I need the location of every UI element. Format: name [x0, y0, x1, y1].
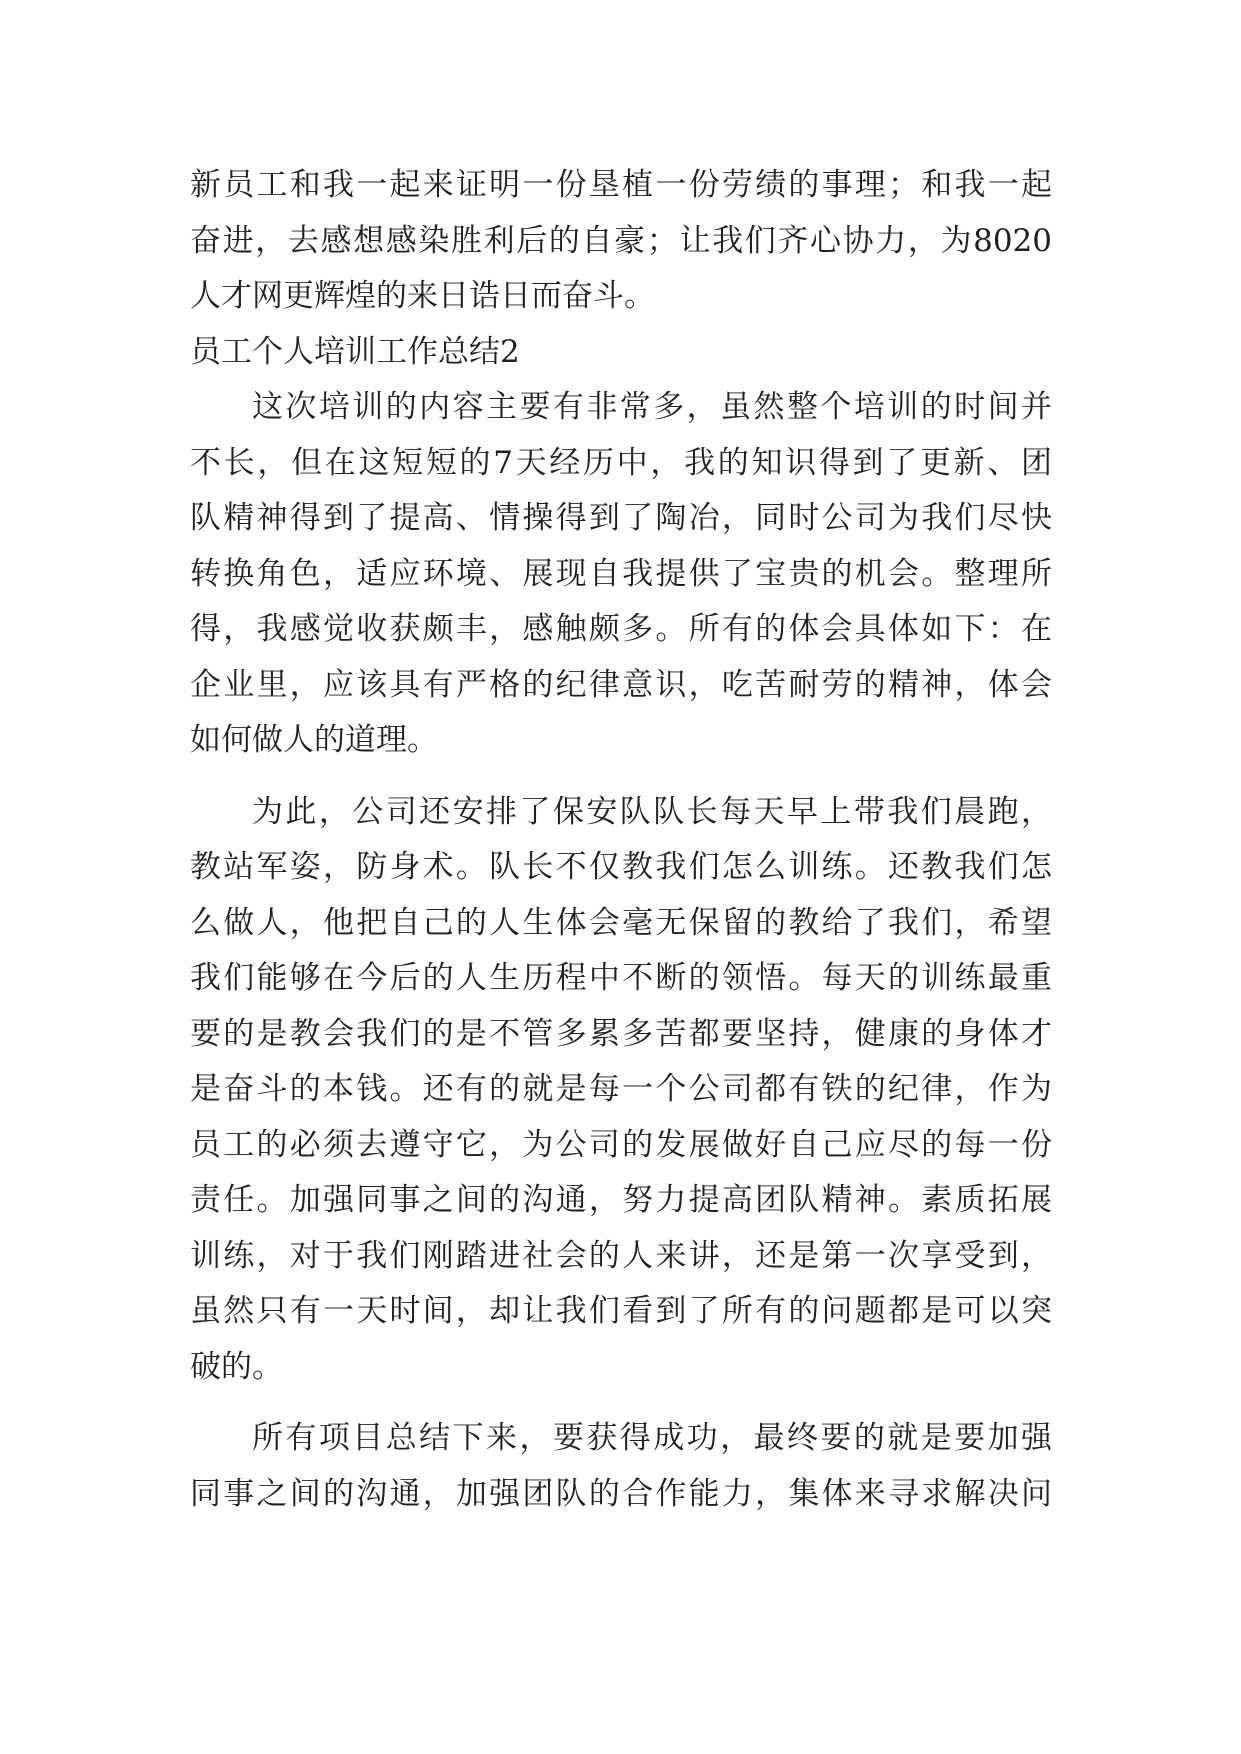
paragraph-2	[190, 785, 1052, 1396]
text-line: 同事之间的沟通，加强团队的合作能力，集体来寻求解决问	[190, 1475, 1052, 1512]
text-line: 转换角色，适应环境、展现自我提供了宝贵的机会。整理所	[190, 555, 1052, 592]
text-line: 企业里，应该具有严格的纪律意识，吃苦耐劳的精神，体会	[190, 666, 1052, 703]
paragraph-1	[190, 380, 1052, 769]
paragraph-3	[190, 1411, 1052, 1522]
text-line: 为此，公司还安排了保安队队长每天早上带我们晨跑，	[252, 793, 1052, 830]
text-line: 队精神得到了提高、情操得到了陶冶，同时公司为我们尽快	[190, 500, 1052, 536]
paragraph-spacing	[190, 769, 1052, 785]
text-line: 奋进，去感想感染胜利后的自豪；让我们齐心协力，为8020	[190, 222, 1052, 259]
intro-paragraph	[190, 158, 1052, 325]
text-line: 员工的必须去遵守它，为公司的发展做好自己应尽的每一份	[190, 1126, 1052, 1163]
text-line: 得，我感觉收获颇丰，感触颇多。所有的体会具体如下：在	[190, 611, 1052, 647]
text-line: 责任。加强同事之间的沟通，努力提高团队精神。素质拓展	[190, 1182, 1052, 1218]
text-line: 训练，对于我们刚踏进社会的人来讲，还是第一次享受到，	[190, 1237, 1052, 1274]
text-line: 要的是教会我们的是不管多累多苦都要坚持，健康的身体才	[190, 1015, 1052, 1052]
text-line: 破的。	[190, 1348, 283, 1385]
text-line: 这次培训的内容主要有非常多，虽然整个培训的时间并	[252, 389, 1052, 425]
text-line: 我们能够在今后的人生历程中不断的领悟。每天的训练最重	[190, 960, 1052, 996]
section-title: 员工个人培训工作总结2	[190, 333, 520, 370]
document-body	[190, 158, 1052, 1522]
text-line: 是奋斗的本钱。还有的就是每一个公司都有铁的纪律，作为	[190, 1071, 1052, 1107]
text-line: 虽然只有一天时间，却让我们看到了所有的问题都是可以突	[190, 1293, 1052, 1329]
text-line: 人才网更辉煌的来日诰日而奋斗。	[190, 278, 655, 314]
text-line: 么做人，他把自己的人生体会毫无保留的教给了我们，希望	[190, 904, 1052, 941]
text-line: 不长，但在这短短的7天经历中，我的知识得到了更新、团	[190, 444, 1052, 481]
text-line: 教站军姿，防身术。队长不仅教我们怎么训练。还教我们怎	[190, 849, 1052, 885]
text-line: 如何做人的道理。	[190, 722, 438, 758]
paragraph-spacing	[190, 1395, 1052, 1411]
text-line: 新员工和我一起来证明一份垦植一份劳绩的事理；和我一起	[190, 167, 1052, 203]
text-line: 所有项目总结下来，要获得成功，最终要的就是要加强	[252, 1420, 1052, 1456]
